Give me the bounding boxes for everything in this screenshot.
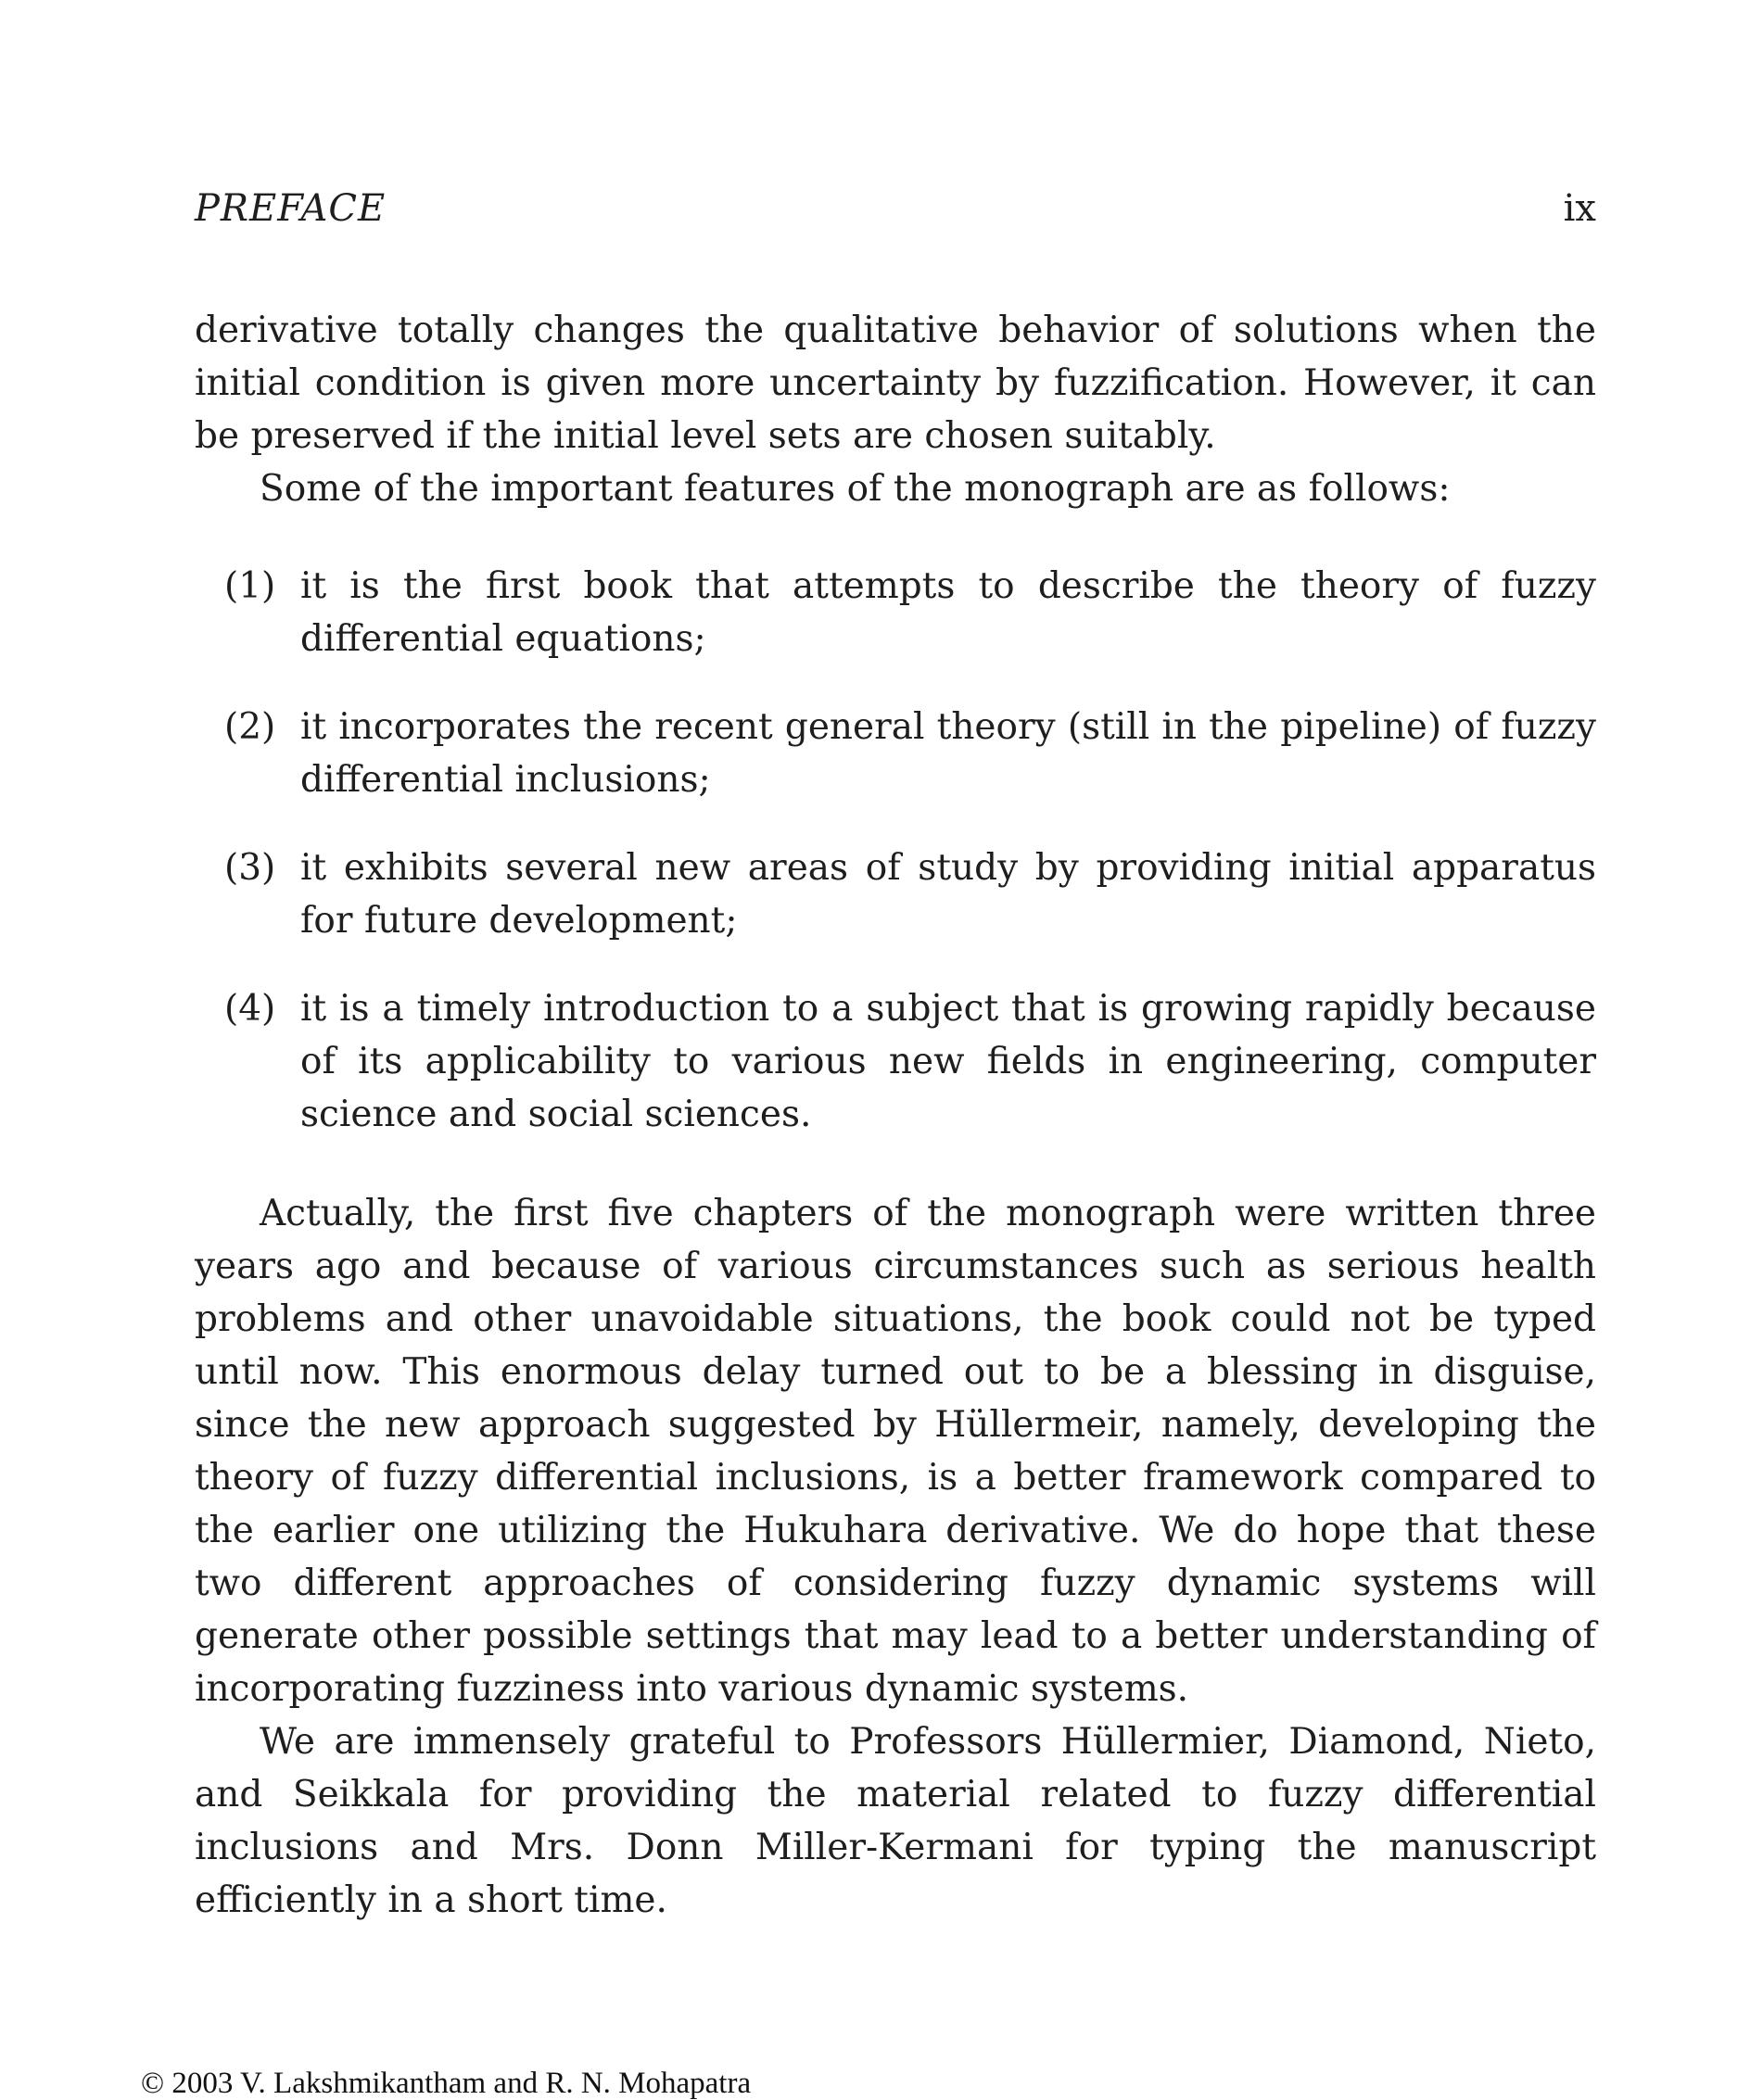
- paragraph-history: Actually, the first five chapters of the monograph were written three years ago and because of various circumstances such as serious health problems and other unavoidable situations, the book could not be typed until now. This enormous delay turned out to be a blessing in disguise, since the new approach suggested by Hüllermeir, namely, developing the theory of fuzzy differential inclusions, is a better framework compared to the earlier one utilizing the Hukuhara derivative. We do hope that these two different approaches of considering fuzzy dynamic systems will generate other possible settings that may lead to a better understanding of incorporating fuzziness into various dynamic systems.: [195, 1193, 1596, 1710]
- paragraph-continued: derivative totally changes the qualitative behavior of solutions when the initial condition is given more uncertainty by fuzzification. However, it can be preserved if the initial level sets are chosen suitably.: [195, 310, 1596, 457]
- list-item-text: it exhibits several new areas of study by providing initial apparatus for future development;: [300, 847, 1596, 942]
- list-item-number: (4): [224, 988, 276, 1030]
- features-list: [195, 560, 1596, 1141]
- list-item-text: it incorporates the recent general theory (still in the pipeline) of fuzzy differential inclusions;: [300, 706, 1596, 801]
- list-item-number: (2): [224, 706, 276, 748]
- paragraph-features-intro: Some of the important features of the monograph are as follows:: [260, 468, 1451, 510]
- running-title: PREFACE: [195, 187, 387, 230]
- paragraph-acknowledgements: We are immensely grateful to Professors Hüllermier, Diamond, Nieto, and Seikkala for providing the material related to fuzzy differential inclusions and Mrs. Donn Miller-Kermani for typing the manuscript efficiently in a short time.: [195, 1721, 1596, 1921]
- list-item: [195, 560, 1596, 665]
- list-item: [195, 982, 1596, 1141]
- list-item-text: it is the first book that attempts to describe the theory of fuzzy differential equations;: [300, 565, 1596, 660]
- list-item-number: (3): [224, 847, 276, 889]
- list-item: [195, 841, 1596, 947]
- list-item-number: (1): [224, 565, 276, 607]
- list-item: [195, 701, 1596, 806]
- running-head: [195, 187, 1596, 243]
- page-body: [195, 304, 1596, 1927]
- copyright-footer: © 2003 V. Lakshmikantham and R. N. Mohapatra: [141, 2067, 752, 2100]
- page-number: ix: [1563, 187, 1596, 230]
- list-item-text: it is a timely introduction to a subject that is growing rapidly because of its applicability to various new fields in engineering, computer science and social sciences.: [300, 988, 1596, 1135]
